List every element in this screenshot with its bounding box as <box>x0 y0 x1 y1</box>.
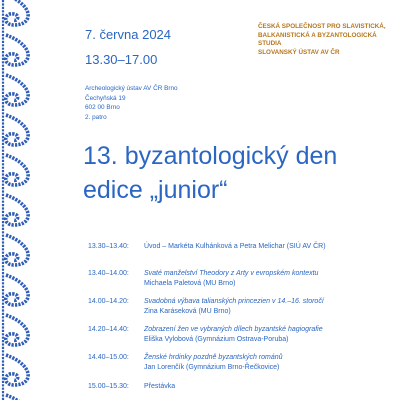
program-speaker: Jan Lorenčík (Gymnázium Brno-Řečkovice) <box>144 363 280 371</box>
event-date: 7. června 2024 <box>85 27 172 42</box>
decorative-wave-border <box>0 0 40 400</box>
program-time: 14.40–15.00: <box>88 354 129 361</box>
program-row <box>88 325 393 353</box>
organizer-line: ČESKÁ SPOLEČNOST PRO SLAVISTICKÁ, <box>258 23 386 30</box>
organizer-line: BALKANISTICKÁ A BYZANTOLOGICKÁ <box>258 31 377 39</box>
program-title: Ženské hrdinky pozdně byzantských románů <box>144 354 283 361</box>
address-line: Čechyňská 19 <box>85 94 126 102</box>
organizer-block <box>258 23 393 57</box>
venue-address <box>85 84 178 122</box>
program-time: 14.20–14.40: <box>88 326 129 333</box>
title-line-1: 13. byzantologický den <box>83 142 338 170</box>
program-time: 13.40–14.00: <box>88 270 129 277</box>
program-content <box>144 382 175 396</box>
program-speaker: Zina Karáseková (MU Brno) <box>144 307 231 315</box>
program-time: 14.00–14.20: <box>88 298 129 305</box>
program-list <box>88 242 393 396</box>
program-row <box>88 297 393 325</box>
program-title: Svaté manželství Theodory z Arty v evropském kontextu <box>144 270 319 277</box>
event-time: 13.30–17.00 <box>85 52 158 67</box>
program-content <box>144 269 318 297</box>
program-row <box>88 242 393 269</box>
title-line-2: edice „junior“ <box>83 176 228 204</box>
address-line: 2. patro <box>85 113 107 121</box>
event-title <box>83 139 337 207</box>
program-speaker: Michaela Paletová (MU Brno) <box>144 279 236 287</box>
address-line: 602 00 Brno <box>85 104 120 112</box>
program-content <box>144 242 326 269</box>
program-time: 15.00–15.30: <box>88 383 129 390</box>
organizer-line: STUDIA <box>258 40 282 48</box>
program-title: Úvod – Markéta Kulhánková a Petra Melichar (SIÚ AV ČR) <box>144 243 326 250</box>
program-content <box>144 297 324 325</box>
program-content <box>144 353 283 382</box>
program-row <box>88 353 393 382</box>
program-row <box>88 269 393 297</box>
program-speaker: Eliška Vylobová (Gymnázium Ostrava-Poruba) <box>144 335 289 343</box>
organizer-line: SLOVANSKÝ ÚSTAV AV ČR <box>258 48 340 56</box>
program-title: Zobrazení žen ve vybraných dílech byzantské hagiografie <box>144 326 323 333</box>
program-time: 13.30–13.40: <box>88 243 129 250</box>
program-title: Svadobná výbava talianských princezien v 14.–16. storočí <box>144 298 324 305</box>
program-row <box>88 382 393 396</box>
address-line: Archeologický ústav AV ČR Brno <box>85 85 178 92</box>
program-title: Přestávka <box>144 383 176 390</box>
program-content <box>144 325 323 353</box>
